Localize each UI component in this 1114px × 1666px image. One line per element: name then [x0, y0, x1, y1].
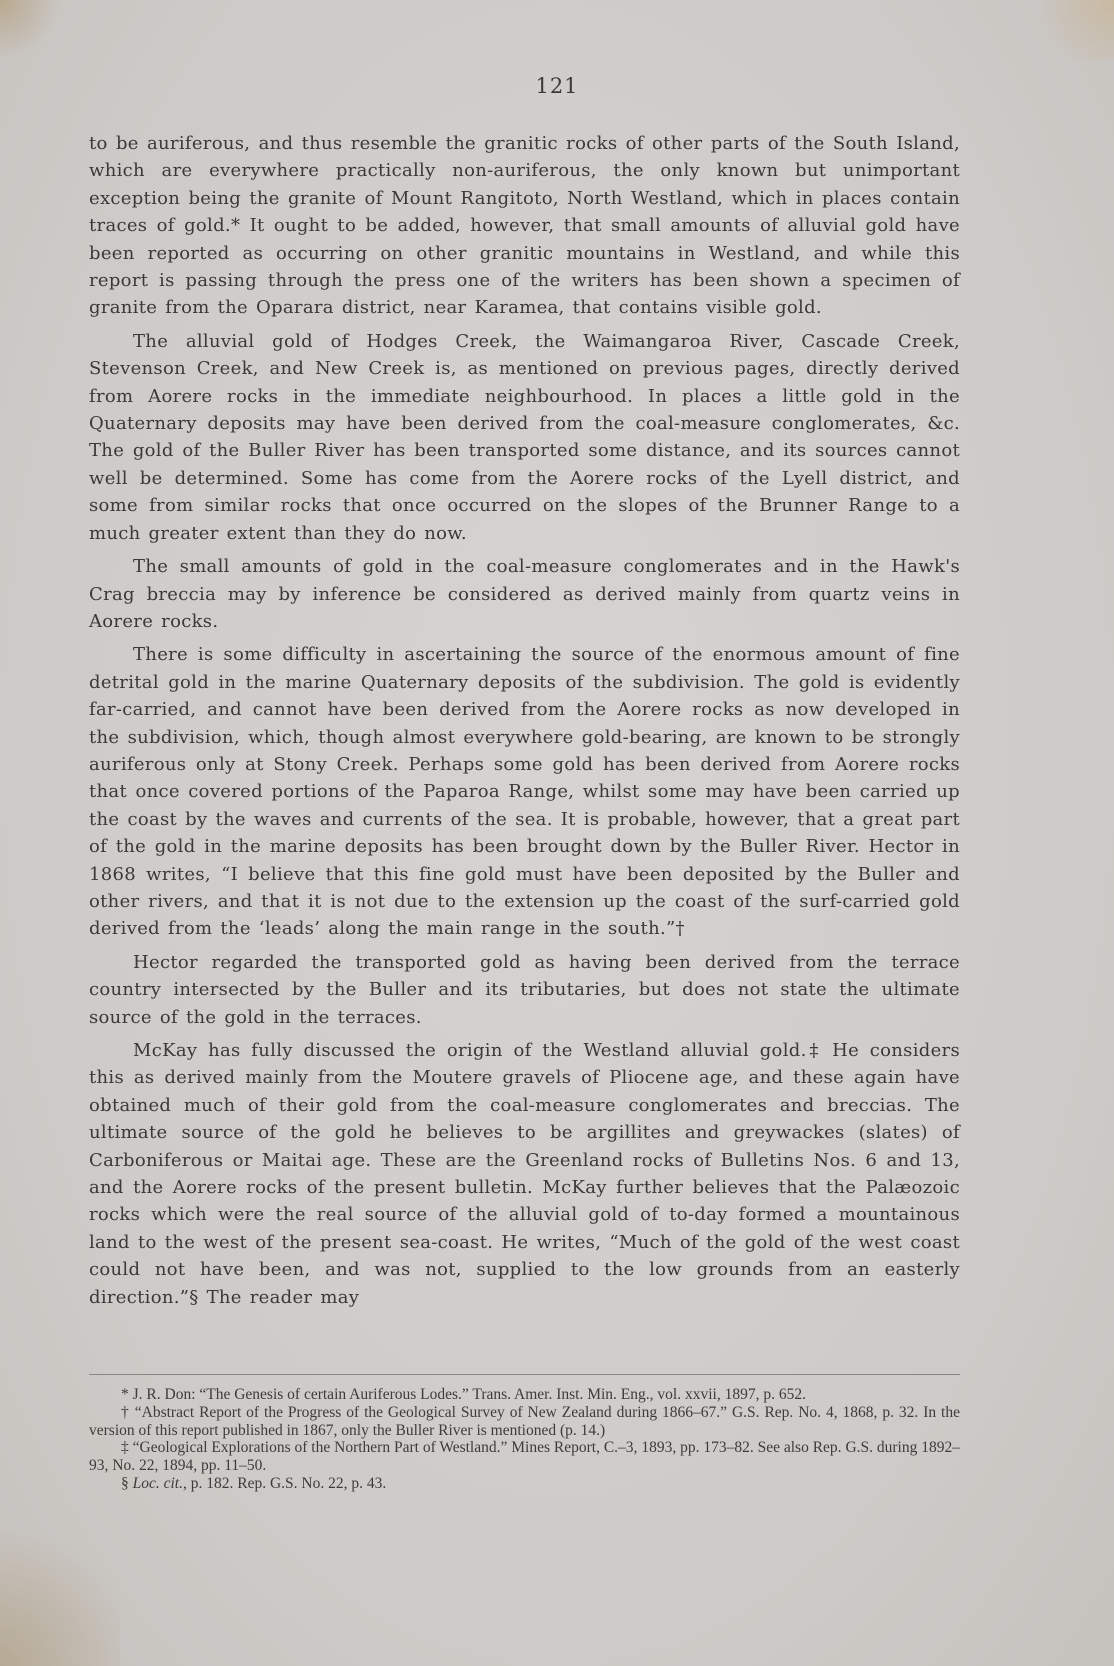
paper-stain — [0, 0, 60, 60]
paragraph: The alluvial gold of Hodges Creek, the Waimangaroa River, Cascade Creek, Stevenson Creek, and New Creek is, as mentioned on previous pages, directly derived from Aorere rocks in the immediate neighbourhood. In places a little gold in the Quaternary deposits may have been derived from the coal-measure conglomerates, &c. The gold of the Buller River has been transported some distance, and its sources cannot well be determined. Some has come from the Aorere rocks of the Lyell district, and some from similar rocks that once occurred on the slopes of the Brunner Range to a much greater extent than they do now. — [89, 330, 960, 544]
footnote-citation: Loc. cit. — [132, 1474, 183, 1492]
footnote-divider — [89, 1374, 960, 1375]
footnote: ‡ “Geological Explorations of the Northern Part of Westland.” Mines Report, C.–3, 1893, pp. 173–82. See also Rep. G.S. during 1892–93, No. 22, 1894, pp. 11–50. — [89, 1439, 960, 1475]
footnote: † “Abstract Report of the Progress of the Geological Survey of New Zealand during 1866–67.” G.S. Rep. No. 4, 1868, p. 32. In the version of this report published in 1867, only the Buller River is mentioned (p. 14.) — [89, 1403, 960, 1439]
paragraph: to be auriferous, and thus resemble the granitic rocks of other parts of the South Island, which are everywhere practically non-auriferous, the only known but unimportant exception being the granite of Mount Rangitoto, North Westland, which in places contain traces of gold.* It ought to be added, however, that small amounts of alluvial gold have been reported as occurring on other granitic mountains in Westland, and while this report is passing through the press one of the writers has been shown a specimen of granite from the Oparara district, near Karamea, that contains visible gold. — [89, 133, 960, 319]
footnotes — [89, 1386, 960, 1493]
body-text — [89, 130, 960, 1317]
paragraph: There is some difficulty in ascertaining the source of the enormous amount of fine detrital gold in the marine Quaternary deposits of the subdivision. The gold is evidently far-carried, and cannot have been derived from the Aorere rocks as now developed in the subdivision, which, though almost everywhere gold-bearing, are known to be strongly auriferous only at Stony Creek. Perhaps some gold has been derived from Aorere rocks that once covered portions of the Paparoa Range, whilst some may have been carried up the coast by the waves and currents of the sea. It is probable, however, that a great part of the gold in the marine deposits has been brought down by the Buller River. Hector in 1868 writes, “I believe that this fine gold must have been deposited by the Buller and other rivers, and that it is not due to the extension up the coast of the surf-carried gold derived from the ‘leads’ along the main range in the south.”† — [89, 644, 960, 940]
footnote — [89, 1475, 960, 1493]
paper-stain — [1024, 0, 1114, 60]
footnote-marker: § — [121, 1474, 133, 1492]
paper-stain — [0, 1506, 120, 1666]
paragraph: Hector regarded the transported gold as having been derived from the terrace country intersected by the Buller and its tributaries, but does not state the ultimate source of the gold in the terraces. — [89, 951, 960, 1028]
page-number: 121 — [535, 74, 579, 98]
footnote-text: , p. 182. Rep. G.S. No. 22, p. 43. — [183, 1474, 387, 1492]
paragraph: McKay has fully discussed the origin of the Westland alluvial gold.‡ He considers this as derived mainly from the Moutere gravels of Pliocene age, and these again have obtained much of their gold from the coal-measure conglomerates and breccias. The ultimate source of the gold he believes to be argillites and greywackes (slates) of Carboniferous or Maitai age. These are the Greenland rocks of Bulletins Nos. 6 and 13, and the Aorere rocks of the present bulletin. McKay further believes that the Palæozoic rocks which were the real source of the alluvial gold of to-day formed a mountainous land to the west of the present sea-coast. He writes, “Much of the gold of the west coast could not have been, and was not, supplied to the low grounds from an easterly direction.”§ The reader may — [89, 1040, 960, 1308]
footnote: * J. R. Don: “The Genesis of certain Auriferous Lodes.” Trans. Amer. Inst. Min. Eng., vol. xxvii, 1897, p. 652. — [121, 1386, 806, 1403]
paragraph: The small amounts of gold in the coal-measure conglomerates and in the Hawk's Crag breccia may by inference be considered as derived mainly from quartz veins in Aorere rocks. — [89, 556, 960, 632]
